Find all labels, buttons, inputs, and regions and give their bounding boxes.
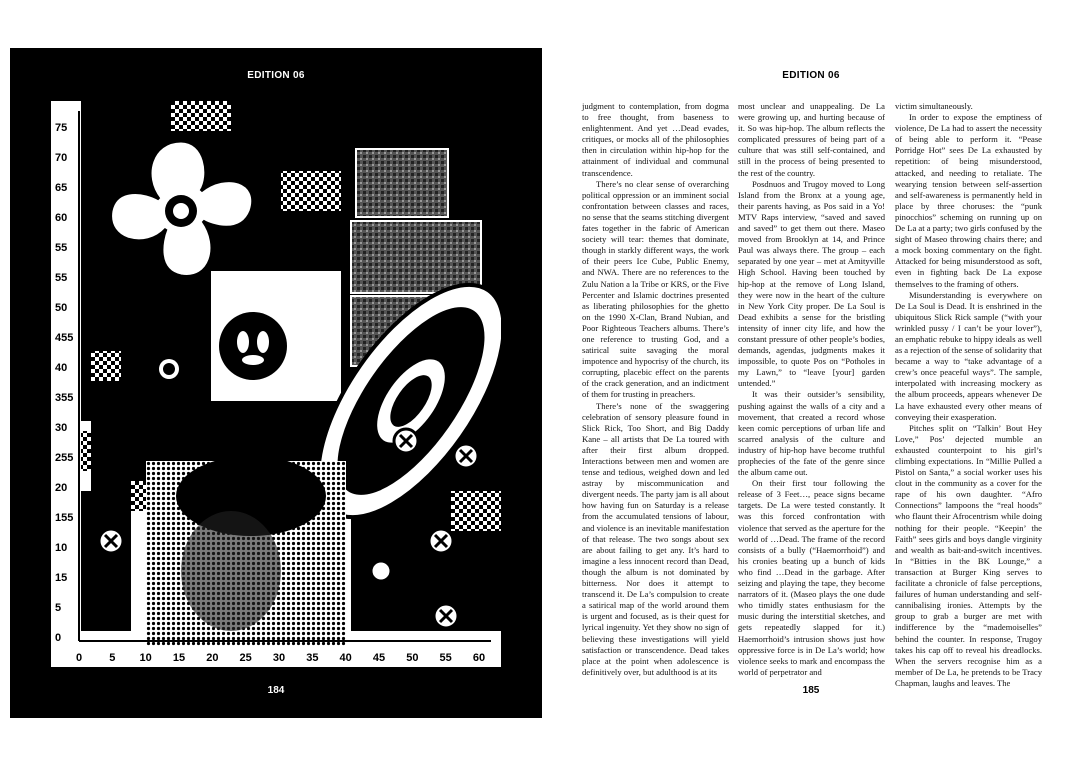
left-page-number: 184	[267, 685, 285, 696]
y-tick-label: 70	[55, 152, 68, 164]
y-tick-label: 155	[55, 512, 74, 524]
paragraph: There’s no clear sense of overarching political oppression or an imminent social confrontation between classes and races, no sense that the seams stitching divergent fates together in the fabric of American society will tear: themes that dominate, though in starkly different ways, the work of their peers Ice Cube, Public Enemy, and NWA. There are no references to the Zulu Nation a la Tribe or KRS, or the Five Percenter and Islamic doctrines presented as liberating philosophies for the ghetto on the 1990 X-Clan, Brand Nubian, and Poor Righteous Teachers albums. There’s one reference to trusting God, and a satirical suite savaging the moral impotence and hypocrisy of the church, its corrupting, placebic effect on the parents of the crack generation, and an indictment of them for trusting in preachers.	[582, 178, 729, 400]
right-page-number: 185	[802, 685, 820, 696]
x-tick-label: 45	[372, 652, 386, 664]
text-column-3	[895, 101, 1042, 689]
y-tick-label: 40	[55, 362, 68, 374]
text-column-1	[582, 101, 729, 678]
x-tick-label: 55	[439, 652, 452, 664]
y-tick-label: 5	[55, 602, 62, 614]
x-tick-label: 35	[306, 652, 319, 664]
y-tick-label: 60	[55, 212, 68, 224]
x-tick-label: 40	[339, 652, 352, 664]
y-tick-label: 65	[55, 182, 68, 194]
x-tick-label: 20	[206, 652, 219, 664]
paragraph: It was their outsider’s sensibility, pushing against the walls of a city and a movement, that created a record whose keen comic perceptions of urban life and scarred analysis of the culture and industry of hip-hop have become truthful prophecies of the fate of the genre since the album came out.	[738, 389, 885, 478]
right-page-header: EDITION 06	[782, 70, 840, 81]
x-tick-label: 5	[109, 652, 116, 664]
y-tick-label: 20	[55, 482, 68, 494]
x-tick-label: 25	[239, 652, 252, 664]
y-tick-label: 0	[55, 632, 62, 644]
paragraph: victim simultaneously.	[895, 101, 973, 111]
paragraph: Posdnuos and Trugoy moved to Long Island from the Bronx at a young age, their parents having, as Pos said in a Yo! MTV Raps interview, “saved and saved and saved” to get them out there. Maseo moved from Brooklyn at 14, and Prince Paul was always there. The group – each separated by one year – met at Amityville High School. Having been touched by hip-hop at the remove of Long Island, they were now in the heart of the culture in New York City proper. De La Soul is Dead exhibits a sense for the bristling intensity of inner city life, and how the constant pressure of other people’s bodies, demands, agendas, judgments makes it impossible, to quote Pos on “Potholes in my Lawn,” to “leave [your] garden untended.”	[738, 178, 885, 389]
paragraph: On their first tour following the release of 3 Feet…, peace signs became targets. De La were tested constantly. It was this forced confrontation with violence that served as the aperture for the world of …Dead. The frame of the record consists of a bully (“Haemorrhoid”) and his cronies beating up a bunch of kids who find …Dead in the garbage. After seizing and playing the tape, they become narrators of it. (Maseo plays the one dude who timidly states enthusiasm for the music during the interstitial sketches, and gets repeatedly slapped for it.) Haemorrhoid’s intrusion shows just how oppressive force is in De La’s world; how violence seeks to mark and encompass the world of perpetrator and	[738, 478, 885, 677]
x-tick-label: 50	[406, 652, 419, 664]
collage-artwork	[51, 101, 501, 667]
y-tick-label: 355	[55, 392, 74, 404]
paragraph: judgment to contemplation, from dogma to free thought, from baseness to enlightenment. And yet …Dead evades, critiques, or mocks all of the philosophies then in circulation within hip-hop for the attainment of individual and communal transcendence.	[582, 101, 729, 178]
x-tick-label: 0	[75, 652, 83, 664]
paragraph: most unclear and unappealing. De La were growing up, and hurting because of it. So was hip-hop. The album reflects the complicated pressures of being part of a culture that was still self-contained, and still in the process of being presented to the rest of the country.	[738, 101, 885, 178]
paragraph: There’s none of the swaggering celebration of sensory pleasure found in Slick Rick, Too Short, and Big Daddy Kane – all artists that De La toured with after their first album dropped. Interactions between men and women are tense and tedious, weighed down and led astray by miscommunication and divergent needs. The party jam is all about how having fun on Saturday is a release from the accumulated tensions of labour, and violence is an inevitable manifestation of that release. The two songs about sex are about failing to get any. It’s hard to imagine a less innocent record than Dead, though the album is not dominated by bitterness. Nor does it attempt to transcend it. De La’s compulsion to create a satirical map of the world around them is urgent and focused, as is their quest for lyrical ingenuity. Yet they show no sign of believing these investigations will yield satisfaction or transcendence. Dead takes place at the point when adolescence is definitively over, but adulthood is at its	[582, 400, 729, 677]
y-tick-label: 55	[55, 242, 68, 254]
x-tick-label: 10	[139, 652, 152, 664]
x-tick-label: 15	[172, 652, 186, 664]
x-tick-label: 30	[272, 652, 286, 664]
y-tick-label: 455	[55, 332, 74, 344]
paragraph: In order to expose the emptiness of violence, De La had to assert the necessity of being able to perform it. “Pease Porridge Hot” sees De La exhausted by repetition: of being misunderstood, attacked, and needing to retaliate. The wearying tension between self-assertion and self-awareness is permanently held in place by three choruses: the “punk pinocchios” scheming on running up on De La at a party; two girls confused by the sight of Maseo throwing chairs there; and a mock boxing commentary on the fight. Attacked for being misunderstood as soft, even in fighting back De La expose themselves to the framing of others.	[895, 112, 1042, 289]
paragraph: Pitches split on “Talkin’ Bout Hey Love,” Pos’ dejected mumble an exhausted counterpoint to his girl’s climbing expectations. In “Millie Pulled a Pistol on Santa,” a social worker uses his clout in the community as a cover for the rape of his own daughter. “Afro Connections” lampoons the “real hoods” who flaunt their Afrocentrism while doing nothing for their people. “Keepin’ the Faith” sees girls and boys dangle virginity and wealth as bait-and-switch incentives. In “Bitties in the BK Lounge,” a transaction at Burger King serves to facilitate a chronicle of false perceptions, failures of human understanding and self-cannibalising ironies. Attempts by the group to grab a burger are met with indifference by the “mademoiselles” behind the counter. In response, Trugoy takes his cap off to reveal his dreadlocks. When the servers recognise him as a member of De La, he pretends to be Tracy Chapman, laughs and leaves. The	[895, 422, 1042, 688]
y-tick-label: 50	[55, 302, 68, 314]
y-tick-label: 30	[55, 422, 68, 434]
x-tick-label: 60	[472, 652, 486, 664]
y-tick-label: 255	[55, 452, 74, 464]
y-tick-label: 10	[55, 542, 68, 554]
y-tick-label: 15	[55, 572, 68, 584]
y-tick-label: 75	[55, 122, 68, 134]
y-tick-label: 55	[55, 272, 68, 284]
left-page	[10, 48, 542, 718]
left-page-header: EDITION 06	[247, 70, 305, 81]
paragraph: Misunderstanding is everywhere on De La Soul is Dead. It is enshrined in the ubiquitous Slick Rick sample (“with your wrinkled pussy / I can’t be your lover”), an emphatic rebuke to hippy ideals as well as a rejection of the sense of solidarity that became a way to “take advantage of a crew’s once peaceful ways”. The sample, interpolated with increasing mockery as the album proceeds, appears whenever De La have exhausted every other means of conveying their exasperation.	[895, 289, 1043, 422]
text-column-2	[738, 101, 885, 678]
